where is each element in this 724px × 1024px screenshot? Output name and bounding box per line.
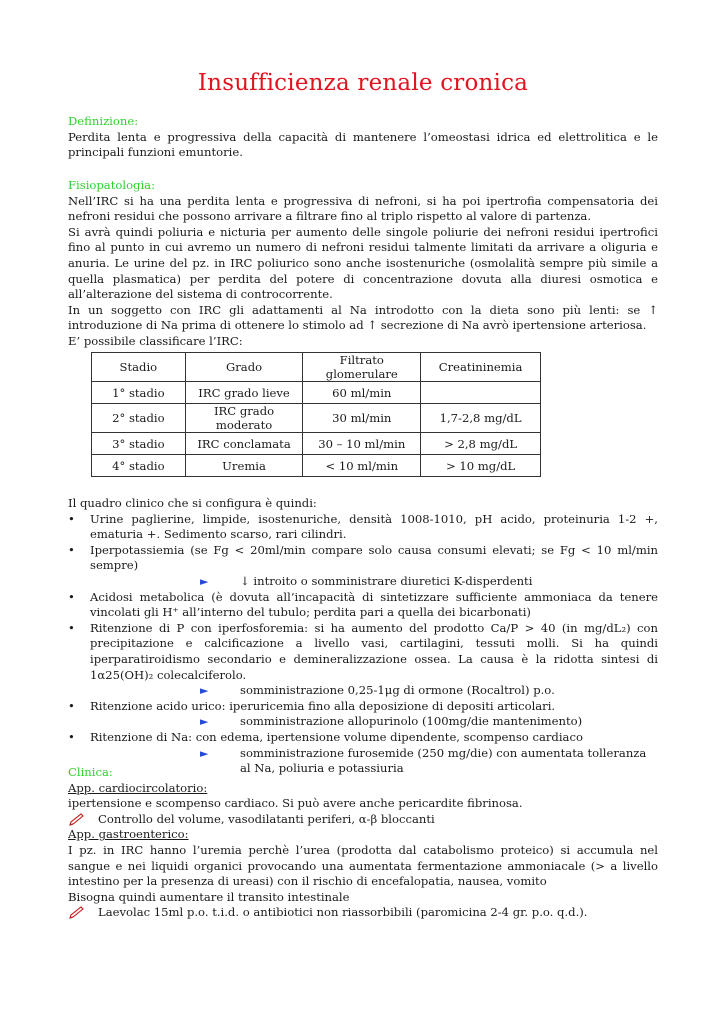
- quadro-list-2: [68, 590, 658, 684]
- pencil-note-text: Laevolac 15ml p.o. t.i.d. o antibiotici non riassorbibili (paromicina 2-4 gr. p.o. q.d.).: [98, 905, 588, 920]
- table-cell: > 10 mg/dL: [421, 455, 541, 477]
- table-cell: IRC grado lieve: [185, 382, 303, 404]
- fisiopatologia-section: [68, 178, 658, 350]
- arrow-note-text: somministrazione allopurinolo (100mg/die mantenimento): [240, 714, 583, 729]
- table-cell: 1,7-2,8 mg/dL: [421, 404, 541, 433]
- table-cell: 3° stadio: [92, 433, 186, 455]
- table-cell: [421, 382, 541, 404]
- quadro-section: [68, 496, 658, 777]
- arrow-note-text: somministrazione furosemide (250 mg/die) con aumentata tolleranza al Na, poliuria e potassiuria: [240, 745, 647, 776]
- list-item: [68, 730, 658, 746]
- table-cell: > 2,8 mg/dL: [421, 433, 541, 455]
- quadro-intro: Il quadro clinico che si configura è quindi:: [68, 496, 317, 510]
- list-item: [68, 621, 658, 683]
- pencil-note-text: Controllo del volume, vasodilatanti periferi, α-β bloccanti: [98, 811, 435, 826]
- arrow-note: [68, 574, 658, 590]
- clinica-heading: Clinica:: [68, 765, 113, 779]
- list-item: [68, 590, 658, 621]
- table-header-cell: Filtrato glomerulare: [303, 353, 421, 382]
- bullet-icon: •: [68, 698, 75, 713]
- list-item-text: Urine paglierine, limpide, isostenuriche, densità 1008-1010, pH acido, proteinuria 1-2 +, ematuria +. Sedimento scarso, rari cilindri.: [90, 511, 658, 542]
- clinica-cardio-text: ipertensione e scompenso cardiaco. Si può avere anche pericardite fibrinosa.: [68, 796, 523, 811]
- quadro-list-4: [68, 730, 658, 746]
- table-header-cell: Stadio: [92, 353, 186, 382]
- pencil-note: [68, 812, 658, 828]
- table-cell: 1° stadio: [92, 382, 186, 404]
- table-cell: < 10 ml/min: [303, 455, 421, 477]
- right-triangle-icon: ►: [200, 715, 209, 729]
- clinica-gastro-text: I pz. in IRC hanno l’uremia perchè l’urea (prodotta dal catabolismo proteico) si accumula nel sangue e nei liquidi organici provocando una aumentata fermentazione ammoniacale (> a livello intestino per la presenza di ureasi) con il rischio di encefalopatia, nausea, vomito: [68, 842, 658, 889]
- list-item: [68, 699, 658, 715]
- bullet-icon: •: [68, 729, 75, 744]
- clinica-subheading-cardio: App. cardiocircolatorio:: [68, 780, 208, 795]
- table-row: [92, 455, 541, 477]
- fisiopatologia-p1: Nell’IRC si ha una perdita lenta e progressiva di nefroni, si ha poi ipertrofia compensatoria dei nefroni residui che possono arrivare a filtrare fino al triplo rispetto al valore di partenza.: [68, 193, 658, 224]
- right-triangle-icon: ►: [200, 574, 209, 588]
- definizione-section: [68, 114, 658, 161]
- table-cell: 30 ml/min: [303, 404, 421, 433]
- table-row: [92, 433, 541, 455]
- table-cell: 30 – 10 ml/min: [303, 433, 421, 455]
- table-cell: 2° stadio: [92, 404, 186, 433]
- list-item-text: Ritenzione di Na: con edema, ipertensione volume dipendente, scompenso cardiaco: [90, 729, 583, 744]
- table-cell: 4° stadio: [92, 455, 186, 477]
- arrow-note-text: ↓ introito o somministrare diuretici K-disperdenti: [240, 573, 533, 588]
- table-cell: IRC grado moderato: [185, 404, 303, 433]
- clinica-subheading-gastro: App. gastroenterico:: [68, 827, 189, 842]
- arrow-note: [68, 714, 658, 730]
- table-row: [92, 382, 541, 404]
- arrow-note: [68, 683, 658, 699]
- bullet-icon: •: [68, 542, 75, 557]
- table-row: [92, 404, 541, 433]
- bullet-icon: •: [68, 589, 75, 604]
- fisiopatologia-p2: Si avrà quindi poliuria e nicturia per aumento delle singole poliurie dei nefroni residui ipertrofici fino al punto in cui avremo un numero di nefroni residui talmente limitati da arrivare a oliguria e anuria. Le urine del pz. in IRC poliurico sono anche isostenuriche (osmolalità sempre più simile a quella plasmatica) per perdita del potere di concentrazione dovuta alla diuresi osmotica e all’alterazione del sistema di controcorrente.: [68, 224, 658, 302]
- pencil-icon: [68, 813, 86, 832]
- fisiopatologia-p4: E’ possibile classificare l’IRC:: [68, 333, 243, 348]
- list-item-text: Iperpotassiemia (se Fg < 20ml/min compare solo causa consumi elevati; se Fg < 10 ml/min sempre): [90, 542, 658, 573]
- table-cell: 60 ml/min: [303, 382, 421, 404]
- table-cell: IRC conclamata: [185, 433, 303, 455]
- bullet-icon: •: [68, 511, 75, 526]
- bullet-icon: •: [68, 620, 75, 635]
- pencil-icon: [68, 906, 86, 925]
- list-item: [68, 512, 658, 543]
- list-item-text: Ritenzione acido urico: iperuricemia fino alla deposizione di depositi articolari.: [90, 698, 556, 713]
- table-header-cell: Creatininemia: [421, 353, 541, 382]
- list-item-text: Acidosi metabolica (è dovuta all’incapacità di sintetizzare sufficiente ammoniaca da tenere vincolati gli H⁺ all’interno del tubulo; perdita pari a quella dei bicarbonati): [90, 589, 658, 620]
- right-triangle-icon: ►: [200, 684, 209, 698]
- pencil-note: [68, 905, 658, 921]
- fisiopatologia-heading: Fisiopatologia:: [68, 178, 155, 192]
- stadi-table: [91, 352, 541, 477]
- right-triangle-icon: ►: [200, 746, 209, 760]
- quadro-list-3: [68, 699, 658, 715]
- clinica-section: [68, 765, 658, 921]
- table-cell: Uremia: [185, 455, 303, 477]
- definizione-heading: Definizione:: [68, 114, 139, 128]
- page-title: Insufficienza renale cronica: [197, 70, 529, 96]
- quadro-list: [68, 512, 658, 574]
- list-item-text: Ritenzione di P con iperfosforemia: si ha aumento del prodotto Ca/P > 40 (in mg/dL₂) con precipitazione e calcificazione a livello vasi, cartilagini, tessuti molli. Si ha quindi iperparatiroidismo secondario e demineralizzazione ossea. La causa è la ridotta sintesi di 1α25(OH)₂ colecalciferolo.: [90, 620, 658, 682]
- definizione-text: Perdita lenta e progressiva della capacità di mantenere l’omeostasi idrica ed elettrolitica e le principali funzioni emuntorie.: [68, 129, 658, 160]
- stadi-table-wrap: [91, 352, 541, 477]
- table-header-row: [92, 353, 541, 382]
- clinica-gastro-text-2: Bisogna quindi aumentare il transito intestinale: [68, 889, 350, 904]
- arrow-note-text: somministrazione 0,25-1μg di ormone (Rocaltrol) p.o.: [240, 683, 555, 698]
- table-header-cell: Grado: [185, 353, 303, 382]
- fisiopatologia-p3: In un soggetto con IRC gli adattamenti al Na introdotto con la dieta sono più lenti: se ↑ introduzione di Na prima di ottenere lo stimolo ad ↑ secrezione di Na avrò ipertensione arteriosa.: [68, 302, 658, 333]
- list-item: [68, 543, 658, 574]
